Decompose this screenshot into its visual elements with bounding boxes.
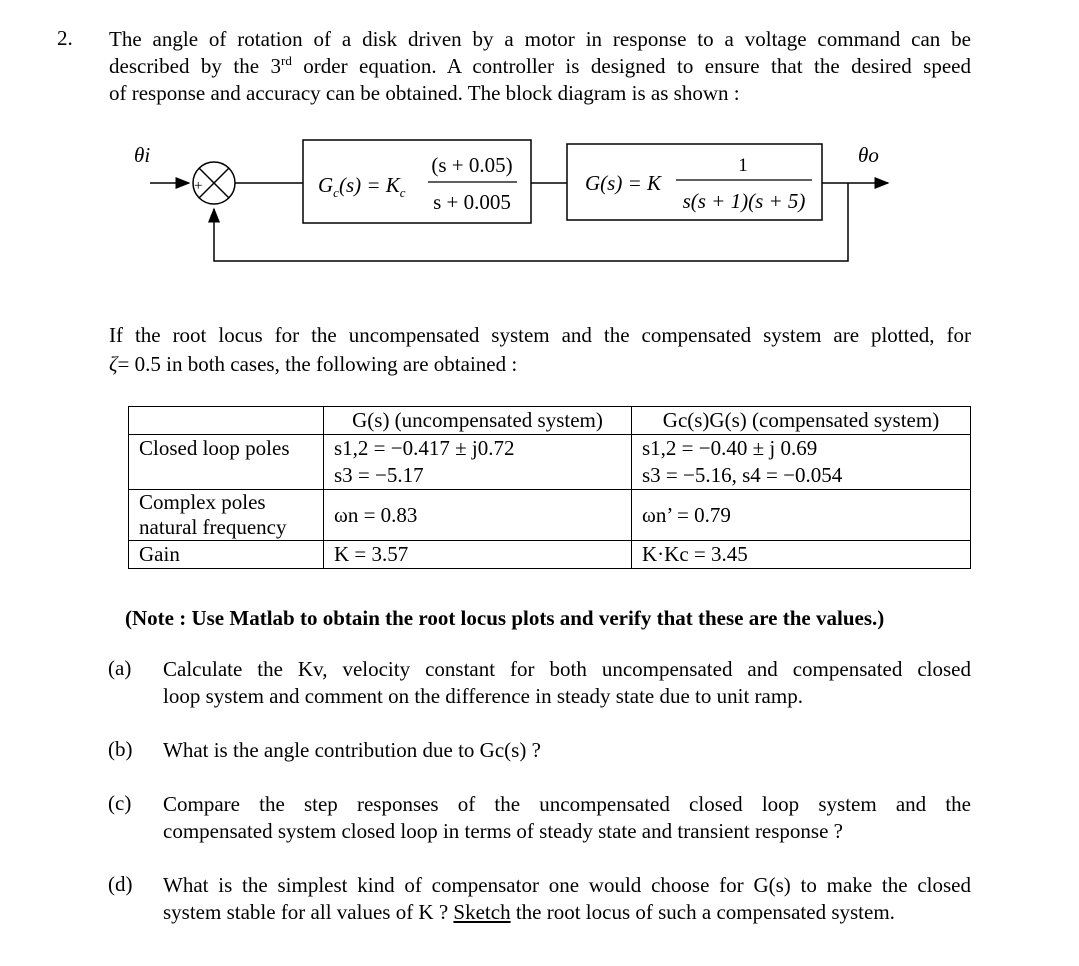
- sum-plus-sign: +: [194, 178, 203, 194]
- part-d-text: What is the simplest kind of compensator one would choose for G(s) to make the closed system stable for all values of K ? Sketch the root locus of such a compensated system.: [163, 873, 971, 924]
- table-row: [129, 541, 971, 569]
- intro-line-2: described by the 3rd order equation. A controller is designed to ensure that the desired speed: [109, 53, 971, 78]
- comp-poles-1: s1,2 = −0.40 ± j 0.69: [642, 436, 818, 460]
- results-table: [128, 406, 971, 569]
- block-diagram: [0, 130, 1079, 280]
- header-uncompensated: G(s) (uncompensated system): [324, 407, 632, 435]
- root-locus-paragraph: [109, 321, 971, 379]
- plant-lhs: G(s) = K: [585, 171, 662, 195]
- controller-lhs: $G_c(s) = K_c$: [318, 173, 406, 200]
- uncomp-poles-2: s3 = −5.17: [334, 463, 424, 487]
- root-locus-line-1: If the root locus for the uncompensated system and the compensated system are plotted, for: [109, 323, 971, 347]
- intro-line-3: of response and accuracy can be obtained. The block diagram is as shown :: [109, 81, 740, 105]
- table-header-row: [129, 407, 971, 435]
- intro-line-1: The angle of rotation of a disk driven by a motor in response to a voltage command can be: [109, 27, 971, 51]
- part-b-text: What is the angle contribution due to Gc(s) ?: [163, 738, 541, 762]
- root-locus-line-2: ζ= 0.5 in both cases, the following are obtained :: [109, 352, 518, 376]
- uncomp-natural-frequency: ωn = 0.83: [324, 490, 632, 541]
- comp-natural-frequency: ωn’ = 0.79: [632, 490, 971, 541]
- controller-numerator: (s + 0.05): [431, 153, 513, 177]
- part-a-label: (a): [108, 656, 132, 680]
- sum-minus-sign: -: [210, 205, 216, 224]
- part-a-text: Calculate the Kv, velocity constant for both uncompensated and compensated closed loop system and comment on the difference in steady state due to unit ramp.: [163, 657, 971, 708]
- intro-paragraph: [109, 26, 971, 107]
- plant-numerator: 1: [738, 155, 748, 176]
- plant-denominator: s(s + 1)(s + 5): [682, 189, 806, 213]
- part-c-text: Compare the step responses of the uncompensated closed loop system and the compensated system closed loop in terms of steady state and transient response ?: [163, 792, 971, 843]
- table-row: Complex poles natural frequency ωn = 0.83 ωn’ = 0.79: [129, 490, 971, 541]
- controller-denominator: s + 0.005: [433, 190, 511, 214]
- row-label: Complex poles: [139, 490, 266, 514]
- table-row: [129, 435, 971, 490]
- part-b-label: (b): [108, 737, 133, 761]
- question-number: 2.: [57, 26, 73, 50]
- input-label: θi: [134, 143, 151, 167]
- part-d-label: (d): [108, 872, 133, 896]
- comp-gain: K·Kc = 3.45: [632, 541, 971, 569]
- uncomp-poles-1: s1,2 = −0.417 ± j0.72: [334, 436, 515, 460]
- comp-poles-2: s3 = −5.16, s4 = −0.054: [642, 463, 843, 487]
- sketch-word: Sketch: [453, 900, 511, 924]
- row-label: Gain: [129, 541, 324, 569]
- output-label: θo: [858, 143, 879, 167]
- matlab-note: (Note : Use Matlab to obtain the root locus plots and verify that these are the values.): [125, 606, 885, 630]
- uncomp-gain: K = 3.57: [324, 541, 632, 569]
- part-c-label: (c): [108, 791, 132, 815]
- row-label: Closed loop poles: [129, 435, 324, 490]
- header-compensated: Gc(s)G(s) (compensated system): [632, 407, 971, 435]
